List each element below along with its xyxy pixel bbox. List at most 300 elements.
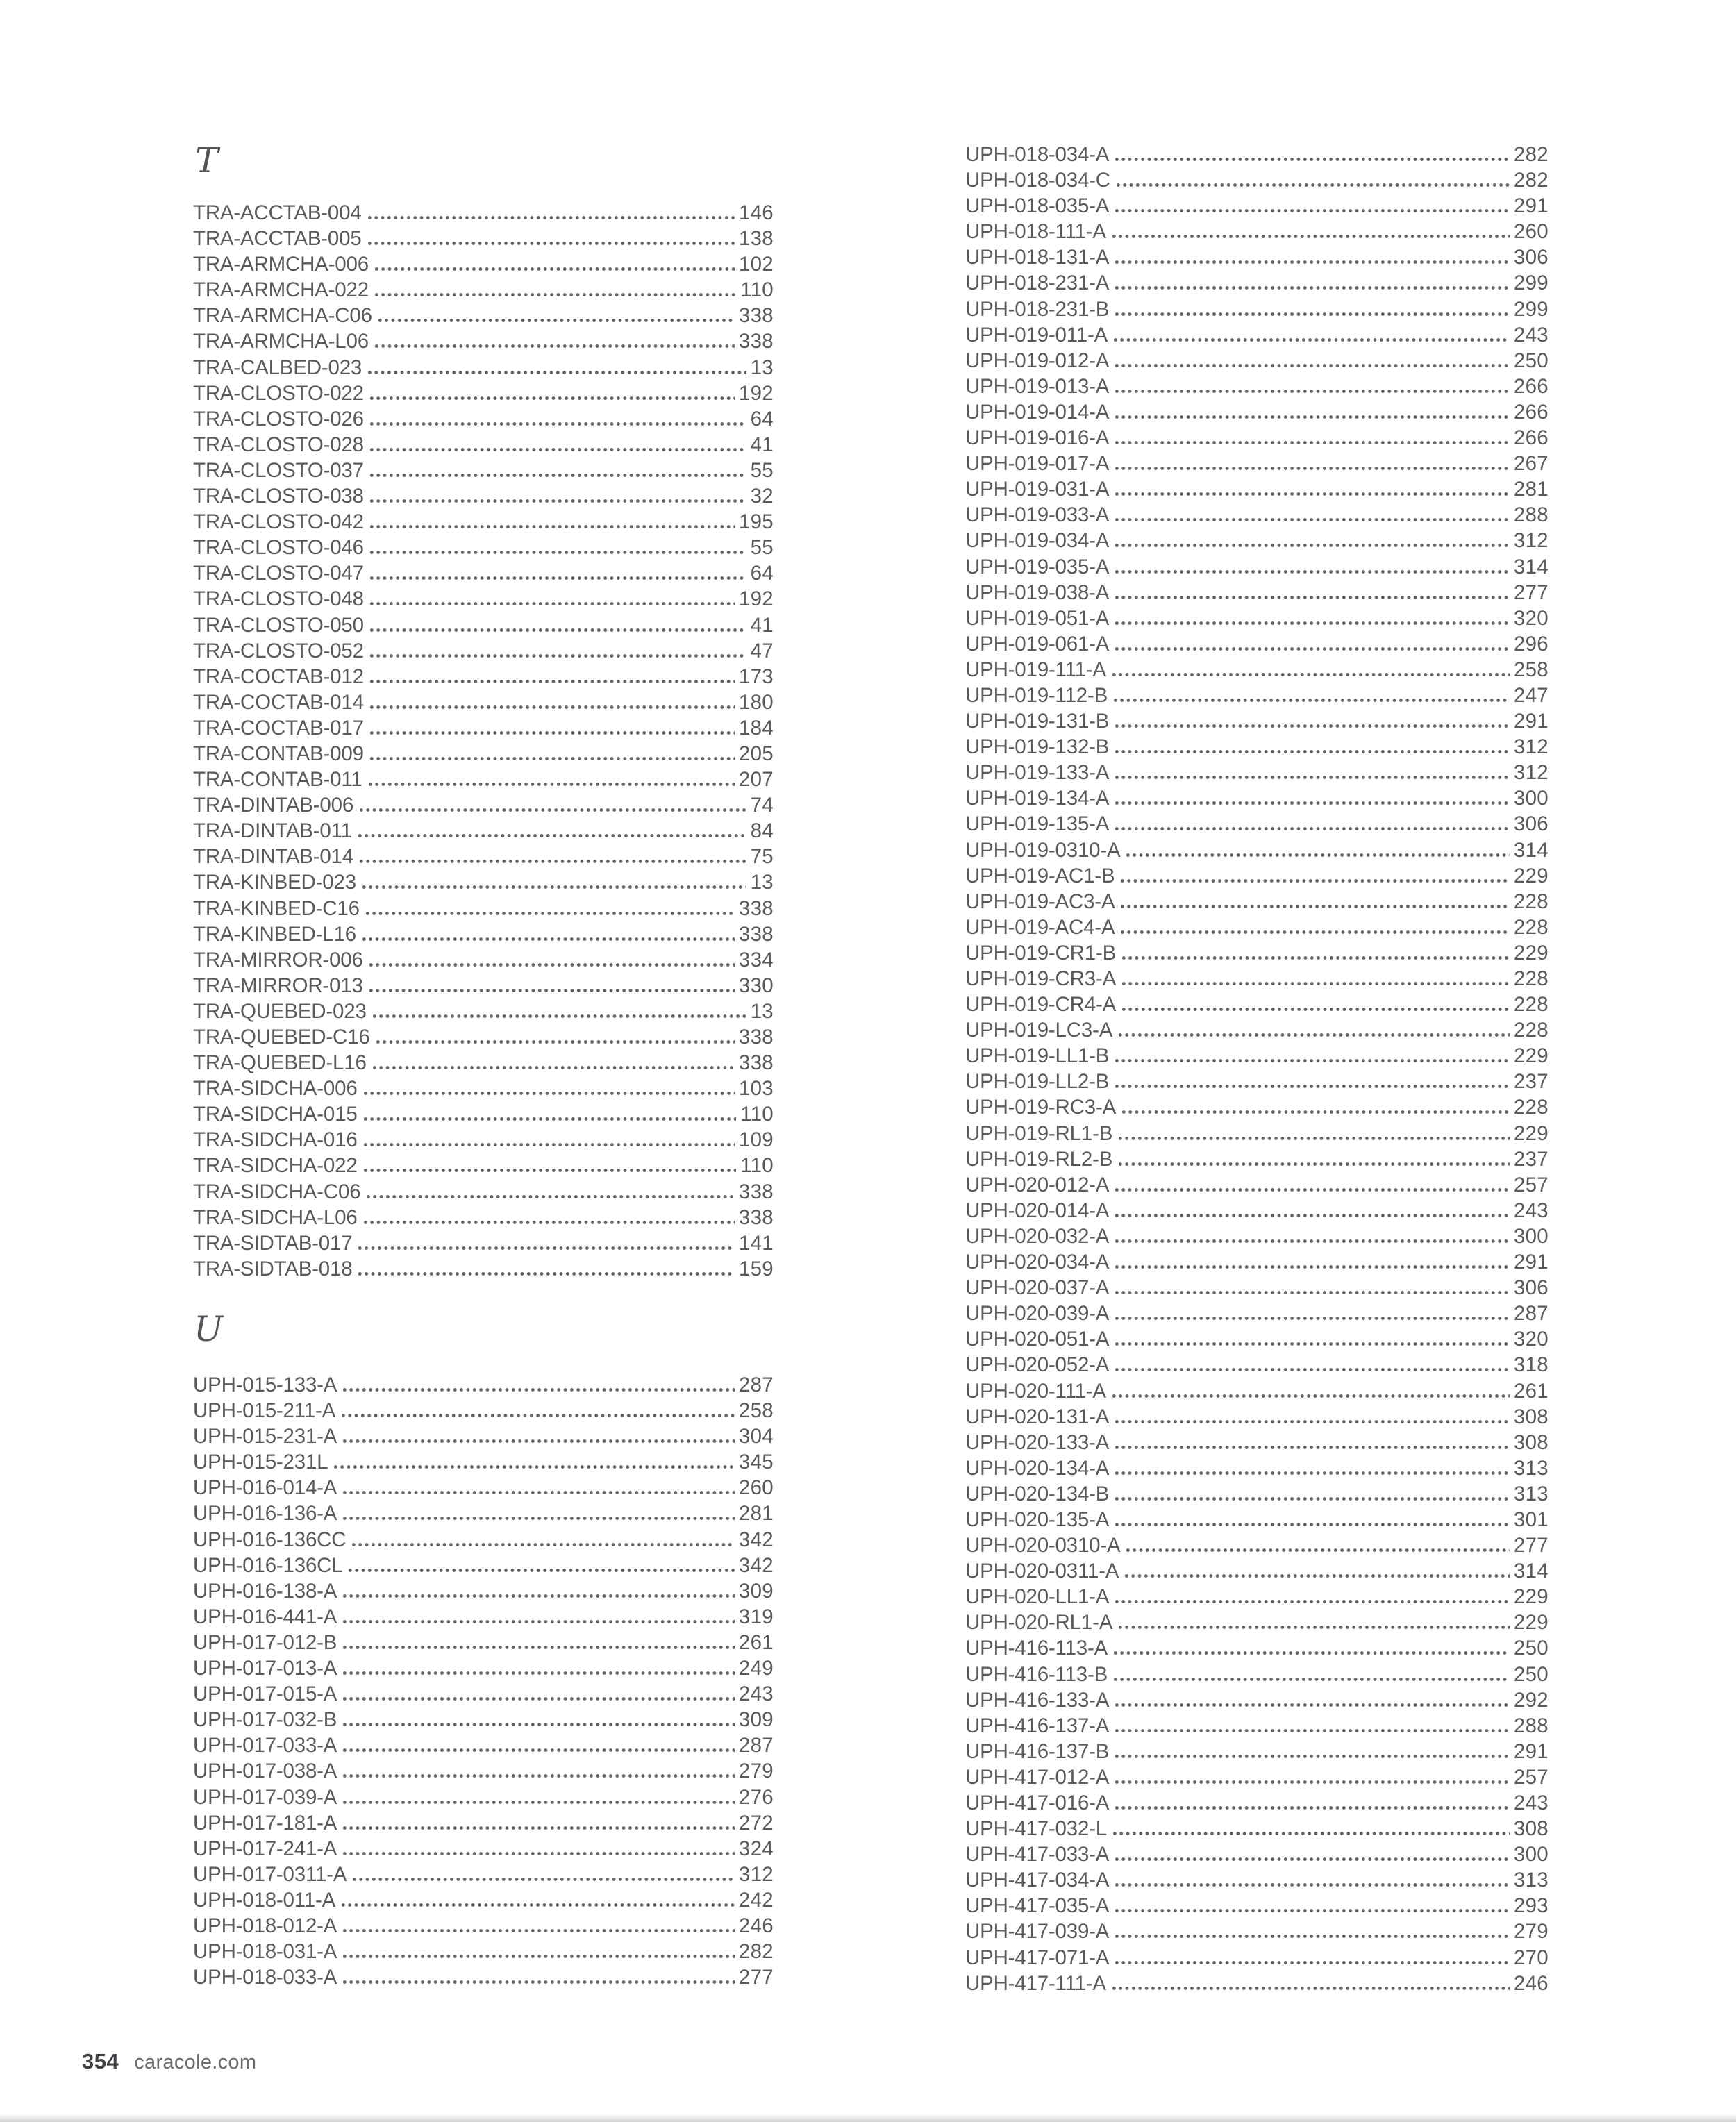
entry-code: UPH-020-LL1-A [965,1585,1110,1609]
entry-code: UPH-017-015-A [193,1682,337,1706]
entry-page-number: 141 [738,1231,774,1255]
dot-leader [1115,827,1510,830]
dot-leader [1115,415,1510,419]
entry-page-number: 313 [1513,1456,1549,1480]
entry-code: UPH-019-014-A [965,400,1110,424]
entry-page-number: 287 [1513,1302,1549,1326]
entry-page-number: 207 [738,768,774,792]
entry-page-number: 306 [1513,246,1549,269]
entry-page-number: 291 [1513,1739,1549,1763]
index-entry-row [193,1578,774,1604]
dot-leader [1115,518,1510,521]
entry-page-number: 243 [1513,1198,1549,1222]
entry-page-number: 47 [750,639,774,662]
entry-code: TRA-DINTAB-014 [193,845,354,869]
dot-leader [1115,1085,1510,1088]
dot-leader [370,705,735,709]
entry-page-number: 260 [738,1476,774,1500]
dot-leader [1115,1291,1510,1294]
entry-page-number: 64 [750,407,774,431]
entry-page-number: 243 [738,1682,774,1706]
dot-leader [353,1878,735,1881]
entry-code: TRA-ARMCHA-022 [193,278,369,302]
dot-leader [1115,1780,1510,1784]
entry-code: TRA-DINTAB-011 [193,819,352,843]
dot-leader [1115,1059,1510,1062]
dot-leader [1122,982,1510,985]
section-heading-u: U [194,1309,224,1349]
index-entry-row [965,1481,1549,1507]
entry-code: UPH-020-052-A [965,1353,1110,1377]
dot-leader [368,242,735,245]
index-entry-row [193,1604,774,1630]
index-entry-row [965,1790,1549,1816]
entry-page-number: 287 [738,1734,774,1757]
dot-leader [1115,286,1510,290]
entry-page-number: 272 [738,1811,774,1835]
index-entry-row [965,399,1549,425]
entry-page-number: 281 [738,1502,774,1526]
dot-leader [368,216,735,219]
entry-page-number: 229 [1513,941,1549,964]
entry-page-number: 300 [1513,1224,1549,1248]
dot-leader [343,1491,735,1494]
entry-page-number: 301 [1513,1507,1549,1531]
entry-page-number: 243 [1513,323,1549,346]
entry-code: UPH-016-138-A [193,1579,337,1603]
index-entry-row [965,683,1549,708]
dot-leader [343,1774,735,1778]
entry-code: UPH-018-034-C [965,169,1110,192]
entry-page-number: 312 [738,1862,774,1886]
entry-code: UPH-020-RL1-A [965,1611,1113,1635]
entry-page-number: 32 [750,485,774,508]
index-entry-row [193,1179,774,1205]
entry-code: TRA-ARMCHA-L06 [193,330,369,353]
dot-leader [342,1903,735,1907]
entry-page-number: 319 [738,1605,774,1628]
entry-code: UPH-017-039-A [193,1785,337,1809]
index-entry-row [193,381,774,406]
page-bottom-shadow [0,2114,1736,2122]
index-entry-row [193,277,774,303]
dot-leader [364,1221,735,1224]
entry-code: UPH-017-181-A [193,1811,337,1835]
entry-page-number: 292 [1513,1688,1549,1712]
dot-leader [1115,544,1510,547]
entry-page-number: 261 [1513,1379,1549,1403]
dot-leader [343,1388,735,1392]
index-entry-row [965,502,1549,528]
entry-code: TRA-CLOSTO-026 [193,407,364,431]
index-entry-row [193,1553,774,1578]
index-entry-row [965,1223,1549,1249]
entry-code: UPH-019-131-B [965,710,1110,733]
index-entry-row [965,1198,1549,1223]
dot-leader [1115,1265,1510,1269]
entry-page-number: 306 [1513,812,1549,836]
dot-leader [369,783,735,786]
index-entry-row [193,1398,774,1423]
entry-page-number: 330 [738,974,774,997]
entry-code: UPH-417-111-A [965,1971,1106,1995]
entry-page-number: 342 [738,1528,774,1551]
entry-code: TRA-SIDCHA-L06 [193,1205,358,1229]
entry-code: UPH-019-CR3-A [965,967,1117,990]
dot-leader [343,1594,735,1598]
index-entry-row [193,1810,774,1836]
index-entry-row [193,458,774,483]
entry-page-number: 13 [750,871,774,894]
entry-code: TRA-COCTAB-017 [193,716,364,740]
dot-leader [1115,1497,1510,1501]
index-entry-row [193,664,774,690]
entry-page-number: 109 [738,1128,774,1152]
index-entry-row [193,328,774,354]
entry-page-number: 205 [738,742,774,765]
dot-leader [373,1014,746,1018]
entry-page-number: 41 [750,433,774,456]
index-entry-row [965,193,1549,219]
entry-code: UPH-020-134-B [965,1482,1110,1505]
entry-page-number: 267 [1513,452,1549,476]
entry-page-number: 250 [1513,349,1549,372]
index-entry-row [965,1069,1549,1094]
page-footer [82,2049,256,2074]
dot-leader [1115,1729,1510,1732]
entry-code: TRA-CLOSTO-046 [193,536,364,560]
entry-code: UPH-018-231-B [965,297,1110,321]
dot-leader [370,474,746,477]
entry-code: UPH-019-011-A [965,323,1108,346]
entry-page-number: 287 [738,1373,774,1396]
dot-leader [1119,1162,1510,1166]
dot-leader [1121,879,1509,883]
index-entry-row [193,1205,774,1230]
index-entry-row [965,1764,1549,1790]
entry-code: UPH-019-012-A [965,349,1110,372]
index-entry-row [965,1532,1549,1558]
index-entry-row [193,251,774,277]
entry-page-number: 229 [1513,1585,1549,1609]
index-entry-row [965,1249,1549,1275]
index-entry-row [193,1862,774,1887]
entry-code: TRA-QUEBED-L16 [193,1051,367,1075]
section-t-entry-list [193,200,774,1282]
entry-page-number: 257 [1513,1173,1549,1196]
entry-code: UPH-416-137-B [965,1739,1110,1763]
dot-leader [343,1852,735,1855]
entry-page-number: 229 [1513,864,1549,887]
dot-leader [1115,621,1510,625]
entry-code: UPH-019-133-A [965,761,1110,785]
entry-code: UPH-019-013-A [965,374,1110,398]
entry-page-number: 110 [740,1103,774,1126]
dot-leader [362,885,746,889]
entry-code: UPH-416-113-B [965,1662,1108,1686]
entry-page-number: 312 [1513,761,1549,785]
entry-page-number: 338 [738,896,774,920]
entry-code: TRA-ARMCHA-006 [193,253,369,276]
dot-leader [1117,183,1510,187]
dot-leader [1115,312,1510,316]
index-entry-row [965,863,1549,889]
entry-page-number: 228 [1513,1019,1549,1042]
entry-code: UPH-015-231L [193,1451,328,1474]
entry-page-number: 266 [1513,426,1549,450]
dot-leader [1115,1857,1510,1861]
entry-page-number: 299 [1513,297,1549,321]
entry-page-number: 192 [738,587,774,611]
entry-code: UPH-417-032-L [965,1817,1108,1841]
entry-code: UPH-416-113-A [965,1637,1108,1660]
index-entry-row [965,1867,1549,1893]
index-entry-row [193,818,774,844]
entry-code: TRA-CLOSTO-050 [193,613,364,637]
entry-code: TRA-QUEBED-C16 [193,1026,370,1049]
index-entry-row [193,586,774,612]
dot-leader [358,1272,734,1276]
index-entry-row [193,1527,774,1553]
entry-code: UPH-020-111-A [965,1379,1106,1403]
entry-code: UPH-019-132-B [965,735,1110,759]
index-entry-row [965,1610,1549,1635]
dot-leader [1126,853,1509,857]
entry-code: TRA-CLOSTO-047 [193,562,364,585]
entry-page-number: 313 [1513,1869,1549,1892]
entry-page-number: 306 [1513,1276,1549,1300]
entry-page-number: 282 [1513,169,1549,192]
dot-leader [1115,1471,1510,1475]
entry-code: TRA-CLOSTO-037 [193,458,364,482]
entry-code: TRA-COCTAB-014 [193,690,364,714]
dot-leader [1122,1008,1510,1011]
entry-code: UPH-020-039-A [965,1302,1110,1326]
index-entry-row [965,1584,1549,1610]
index-entry-row [965,1404,1549,1430]
entry-code: TRA-ARMCHA-C06 [193,304,372,328]
index-entry-row [193,1024,774,1050]
dot-leader [360,860,746,863]
index-entry-row [965,244,1549,270]
index-entry-row [965,1687,1549,1713]
section-heading-t: T [195,140,219,181]
index-entry-row [965,1430,1549,1455]
entry-page-number: 291 [1513,1251,1549,1274]
dot-leader [1115,1935,1510,1938]
entry-code: TRA-CONTAB-009 [193,742,364,765]
index-entry-row [965,966,1549,992]
dot-leader [370,680,735,683]
dot-leader [343,1697,735,1701]
dot-leader [364,1169,737,1172]
index-entry-row [193,226,774,251]
dot-leader [370,551,746,554]
entry-page-number: 324 [738,1837,774,1860]
entry-page-number: 110 [740,278,774,302]
index-entry-row [193,921,774,947]
dot-leader [1115,158,1510,161]
entry-page-number: 13 [750,356,774,379]
index-entry-row [965,708,1549,734]
dot-leader [360,808,746,812]
entry-code: UPH-019-035-A [965,555,1110,578]
entry-page-number: 242 [738,1888,774,1912]
entry-code: UPH-018-033-A [193,1966,337,1989]
index-entry-row [193,973,774,999]
entry-code: UPH-019-RC3-A [965,1096,1117,1119]
entry-code: UPH-018-231-A [965,271,1110,295]
entry-code: UPH-417-016-A [965,1791,1110,1814]
entry-code: TRA-CLOSTO-042 [193,510,364,534]
entry-page-number: 312 [1513,735,1549,759]
dot-leader [1122,956,1510,960]
entry-code: UPH-017-032-B [193,1708,337,1732]
entry-code: UPH-018-031-A [193,1940,337,1964]
entry-code: UPH-019-LL2-B [965,1070,1110,1094]
entry-page-number: 288 [1513,503,1549,527]
entry-page-number: 237 [1513,1070,1549,1094]
dot-leader [367,1195,734,1198]
entry-code: UPH-017-013-A [193,1657,337,1680]
entry-page-number: 146 [738,201,774,224]
entry-code: UPH-020-014-A [965,1198,1110,1222]
entry-page-number: 180 [738,690,774,714]
entry-page-number: 314 [1513,555,1549,578]
dot-leader [1115,1703,1510,1707]
index-entry-row [965,1841,1549,1867]
entry-page-number: 314 [1513,838,1549,862]
entry-code: TRA-ACCTAB-004 [193,201,362,224]
section-u-entry-list-left [193,1372,774,1990]
entry-page-number: 228 [1513,889,1549,913]
index-entry-row [965,348,1549,374]
entry-page-number: 338 [738,330,774,353]
entry-page-number: 261 [738,1630,774,1654]
dot-leader [370,448,746,451]
entry-page-number: 74 [750,794,774,817]
entry-code: UPH-020-032-A [965,1224,1110,1248]
entry-code: UPH-416-133-A [965,1688,1110,1712]
entry-page-number: 246 [1513,1971,1549,1995]
entry-page-number: 13 [750,999,774,1023]
entry-page-number: 75 [750,845,774,869]
entry-code: UPH-018-111-A [965,220,1106,244]
index-entry-row [965,1172,1549,1198]
entry-page-number: 257 [1513,1765,1549,1789]
dot-leader [375,293,736,296]
index-entry-row [193,406,774,432]
entry-code: UPH-019-CR4-A [965,993,1117,1017]
index-entry-row [193,509,774,535]
index-entry-row [965,451,1549,476]
index-entry-row [193,200,774,226]
entry-code: TRA-CLOSTO-048 [193,587,364,611]
index-entry-row [965,734,1549,760]
dot-leader [369,989,735,992]
index-entry-row [965,1017,1549,1043]
entry-code: UPH-019-038-A [965,580,1110,604]
dot-leader [343,1671,735,1675]
entry-code: TRA-MIRROR-006 [193,948,363,971]
index-entry-row [965,1662,1549,1687]
index-entry-row [965,837,1549,863]
entry-page-number: 299 [1513,271,1549,295]
dot-leader [364,1092,735,1095]
index-entry-row [965,1301,1549,1326]
index-entry-row [193,741,774,767]
index-entry-row [965,425,1549,451]
index-entry-row [193,1655,774,1681]
entry-page-number: 276 [738,1785,774,1809]
entry-code: UPH-417-039-A [965,1920,1110,1944]
entry-page-number: 260 [1513,220,1549,244]
index-entry-row [965,528,1549,553]
index-entry-row [193,535,774,560]
entry-page-number: 277 [738,1966,774,1989]
entry-code: UPH-015-133-A [193,1373,337,1396]
dot-leader [1112,1987,1510,1990]
index-entry-row [965,580,1549,605]
entry-page-number: 345 [738,1451,774,1474]
index-entry-row [193,1423,774,1449]
entry-page-number: 258 [738,1399,774,1423]
dot-leader [1112,1394,1510,1398]
entry-page-number: 84 [750,819,774,843]
dot-leader [1115,1600,1510,1603]
entry-page-number: 279 [738,1760,774,1783]
entry-page-number: 228 [1513,967,1549,990]
entry-code: TRA-SIDTAB-017 [193,1231,353,1255]
dot-leader [1115,1317,1510,1320]
dot-leader [343,1929,735,1932]
entry-code: TRA-SIDCHA-022 [193,1154,358,1178]
dot-leader [358,834,746,837]
entry-code: UPH-020-131-A [965,1405,1110,1428]
entry-code: UPH-017-038-A [193,1760,337,1783]
entry-code: UPH-019-111-A [965,658,1106,681]
entry-page-number: 338 [738,1026,774,1049]
entry-code: TRA-KINBED-L16 [193,922,356,946]
entry-page-number: 192 [738,381,774,405]
entry-page-number: 338 [738,1205,774,1229]
dot-leader [375,344,735,348]
index-entry-row [193,715,774,741]
dot-leader [1115,596,1510,599]
entry-page-number: 228 [1513,993,1549,1017]
index-entry-row [965,1094,1549,1120]
entry-page-number: 304 [738,1425,774,1448]
index-entry-row [965,940,1549,966]
index-entry-row [193,612,774,638]
entry-page-number: 55 [750,536,774,560]
index-entry-row [193,483,774,509]
entry-page-number: 342 [738,1553,774,1577]
entry-code: UPH-020-135-A [965,1507,1110,1531]
entry-page-number: 308 [1513,1817,1549,1841]
dot-leader [1119,1033,1510,1037]
index-entry-row [193,1475,774,1501]
entry-code: UPH-020-037-A [965,1276,1110,1300]
index-entry-row [193,1939,774,1964]
entry-code: UPH-019-135-A [965,812,1110,836]
dot-leader [369,963,735,967]
dot-leader [370,396,735,400]
dot-leader [375,267,735,271]
entry-page-number: 320 [1513,606,1549,630]
entry-code: UPH-019-016-A [965,426,1110,450]
index-entry-row [193,303,774,328]
